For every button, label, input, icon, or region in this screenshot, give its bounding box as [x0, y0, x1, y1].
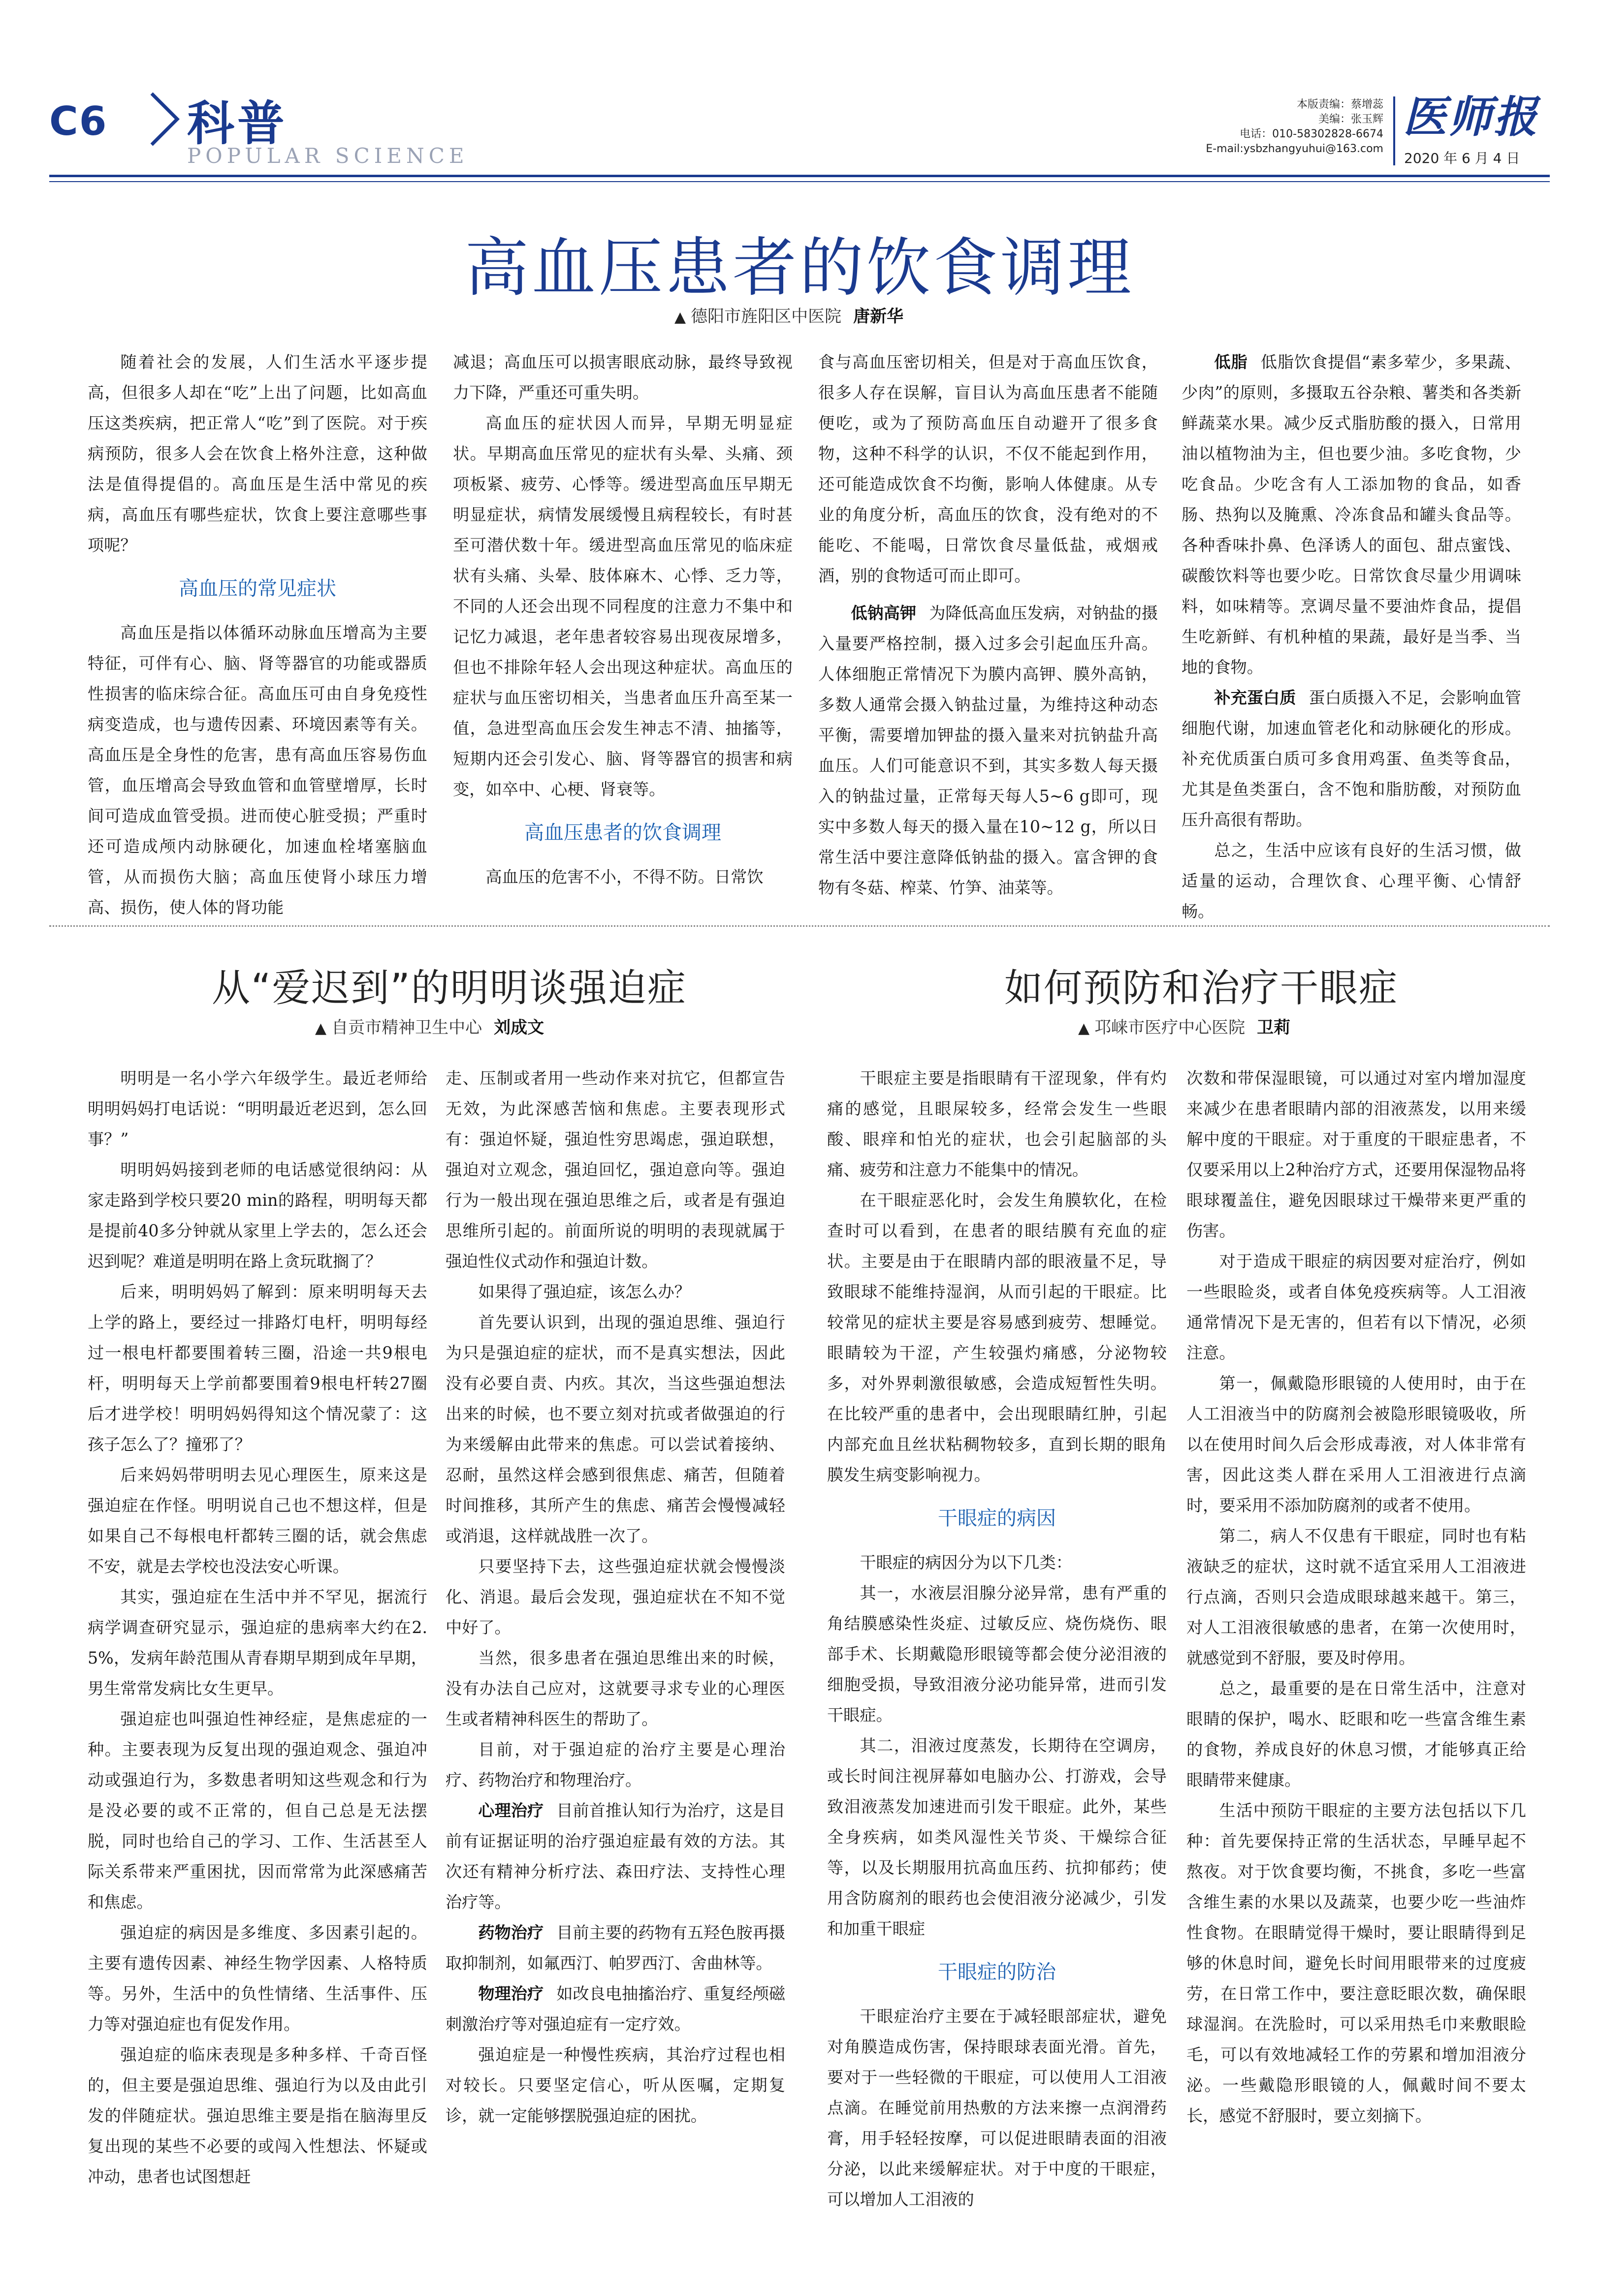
article3-column-2 [1186, 1063, 1526, 2131]
article1-column-4 [1182, 347, 1521, 927]
paragraph: 明明妈妈接到老师的电话感觉很纳闷：从家走路到学校只要20 min的路程，明明每天都是提前40多分钟就从家里上学去的，怎么还会迟到呢？难道是明明在路上贪玩耽搁了？ [88, 1160, 427, 1271]
paragraph: 干眼症治疗主要在于减轻眼部症状，避免对角膜造成伤害，保持眼球表面光滑。首先，要对于一些轻微的干眼症，可以使用人工泪液点滴。在睡觉前用热敷的方法来擦一点润滑药膏，用手轻轻按摩，可以促进眼睛表面的泪液分泌，以此来缓解症状。对于中度的干眼症，可以增加人工泪液的 [827, 2007, 1167, 2209]
paragraph: 干眼症主要是指眼睛有干涩现象，伴有灼痛的感觉，且眼屎较多，经常会发生一些眼酸、眼痒和怕光的症状，也会引起脑部的头痛、疲劳和注意力不能集中的情况。 [827, 1069, 1167, 1179]
paragraph: 目前，对于强迫症的治疗主要是心理治疗、药物治疗和物理治疗。 [446, 1740, 785, 1790]
paragraph: 强迫症的临床表现是多种多样、千奇百怪的，但主要是强迫思维、强迫行为以及由此引发的伴随症状。强迫思维主要是指在脑海里反复出现的某些不必要的或闯入性想法、怀疑或冲动，患者也试图想赶 [88, 2045, 427, 2186]
byline-org: 邛崃市医疗中心医院 [1094, 1018, 1246, 1038]
paragraph-text: 为降低高血压发病，对钠盐的摄入量要严格控制，摄入过多会引起血压升高。人体细胞正常情况下为膜内高钾、膜外高钠，多数人通常会摄入钠盐过量，为维持这种动态平衡，需要增加钾盐的摄入量来对抗钠盐升高血压。人们可能意识不到，其实多数人每天摄入的钠盐过量，正常每天每人5~6 g即可，现实中多数人每天的摄入量在10~12 g，所以日常生活中要注意降低钠盐的摄入。富含钾的食物有冬菇、榨菜、竹笋、油菜等。 [818, 603, 1158, 897]
paragraph: 强迫症的病因是多维度、多因素引起的。主要有遗传因素、神经生物学因素、人格特质等。另外，生活中的负性情绪、生活事件、压力等对强迫症也有促发作用。 [88, 1923, 427, 2034]
paragraph: 总之，生活中应该有良好的生活习惯，做适量的运动，合理饮食、心理平衡、心情舒畅。 [1182, 841, 1521, 921]
paragraph-text: 如改良电抽搐治疗、重复经颅磁刺激治疗等对强迫症有一定疗效。 [446, 1984, 786, 2034]
paragraph-text: 低脂饮食提倡“素多荤少，多果蔬、少肉”的原则，多摄取五谷杂粮、薯类和各类新鲜蔬菜水果。减少反式脂肪酸的摄入，日常用油以植物油为主，但也要少油。多吃食物，少吃食品。少吃含有人工添加物的食品，如香肠、热狗以及腌熏、冷冻食品和罐头食品等。各种香味扑鼻、色泽诱人的面包、甜点蜜饯、碳酸饮料等也要少吃。日常饮食尽量少用调味料，如味精等。烹调尽量不要油炸食品，提倡生吃新鲜、有机种植的果蔬，最好是当季、当地的食物。 [1182, 352, 1521, 677]
byline-org: 德阳市旌阳区中医院 [691, 307, 842, 326]
paper-logo: 医师报 [1403, 91, 1539, 142]
paragraph [1182, 683, 1521, 835]
paragraph: 其二，泪液过度蒸发，长期待在空调房，或长时间注视屏幕如电脑办公、打游戏，会导致泪液蒸发加速进而引发干眼症。此外，某些全身疾病，如类风湿性关节炎、干燥综合征等，以及长期服用抗高血压药、抗抑郁药；使用含防腐剂的眼药也会使泪液分泌减少，引发和加重干眼症 [827, 1736, 1167, 1938]
paragraph: 总之，最重要的是在日常生活中，注意对眼睛的保护，喝水、眨眼和吃一些富含维生素的食物，养成良好的休息习惯，才能够真正给眼睛带来健康。 [1186, 1679, 1526, 1790]
paragraph-text: 目前首推认知行为治疗，这是目前有证据证明的治疗强迫症最有效的方法。其次还有精神分析疗法、森田疗法、支持性心理治疗等。 [446, 1801, 786, 1912]
paragraph: 强迫症是一种慢性疾病，其治疗过程也相对较长。只要坚定信心，听从医嘱，定期复诊，就一定能够摆脱强迫症的困扰。 [446, 2045, 785, 2125]
keyword: 药物治疗 [478, 1923, 544, 1942]
paragraph [818, 598, 1158, 903]
paragraph-text: 目前主要的药物有五羟色胺再摄取抑制剂，如氟西汀、帕罗西汀、舍曲林等。 [446, 1923, 786, 1973]
paragraph [446, 1795, 785, 1918]
editorial-credits [1186, 97, 1383, 157]
paragraph: 明明是一名小学六年级学生。最近老师给明明妈妈打电话说：“明明最近老迟到，怎么回事？” [88, 1069, 427, 1149]
phone-credit: 电话：010-58302828-6674 [1240, 128, 1383, 140]
paragraph: 后来，明明妈妈了解到：原来明明每天去上学的路上，要经过一排路灯电杆，明明每经过一根电杆都要围着转三圈，沿途一共9根电杆，明明每天上学前都要围着9根电杆转27圈后才进学校！明明妈妈得知这个情况蒙了：这孩子怎么了？撞邪了？ [88, 1282, 427, 1454]
paragraph: 在干眼症恶化时，会发生角膜软化，在检查时可以看到，在患者的眼结膜有充血的症状。主要是由于在眼睛内部的眼液量不足，导致眼球不能维持湿润，从而引起的干眼症。比较常见的症状主要是容易感到疲劳、想睡觉。眼睛较为干涩，产生较强灼痛感，分泌物较多，对外界刺激很敏感，会造成短暂性失明。在比较严重的患者中，会出现眼睛红肿，引起内部充血且丝状粘稠物较多，直到长期的眼角膜发生病变影响视力。 [827, 1191, 1167, 1484]
article1-column-2 [453, 347, 793, 892]
header-rule-thin [49, 181, 1550, 182]
editor-credit: 本版责编：蔡增蕊 [1296, 98, 1383, 111]
issue-date: 2020 年 6 月 4 日 [1404, 150, 1520, 166]
article1-column-1 [88, 347, 427, 923]
section-english: POPULAR SCIENCE [187, 144, 469, 168]
article1-title: 高血压患者的饮食调理 [464, 230, 1134, 305]
paragraph: 首先要认识到，出现的强迫思维、强迫行为只是强迫症的症状，而不是真实想法，因此没有必要自责、内疚。其次，当这些强迫想法出来的时候，也不要立刻对抗或者做强迫的行为来缓解由此带来的焦虑。可以尝试着接纳、忍耐，虽然这样会感到很焦虑、痛苦，但随着时间推移，其所产生的焦虑、痛苦会慢慢减轻或消退，这样就战胜一次了。 [446, 1313, 785, 1545]
subheading: 干眼症的防治 [938, 1961, 1056, 1983]
paragraph [446, 1979, 785, 2040]
paragraph: 对于造成干眼症的病因要对症治疗，例如一些眼睑炎，或者自体免疫疾病等。人工泪液通常情况下是无害的，但若有以下情况，必须注意。 [1186, 1252, 1526, 1362]
byline-author: 刘成文 [494, 1018, 544, 1038]
paragraph: 如果得了强迫症，该怎么办？ [478, 1282, 691, 1301]
subheading: 高血压的常见症状 [179, 577, 336, 600]
paragraph: 高血压的症状因人而异，早期无明显症状。早期高血压常见的症状有头晕、头痛、颈项板紧、疲劳、心悸等。缓进型高血压早期无明显症状，病情发展缓慢且病程较长，有时甚至可潜伏数十年。缓进型高血压常见的临床症状有头痛、头晕、肢体麻木、心悸、乏力等，不同的人还会出现不同程度的注意力不集中和记忆力减退，老年患者较容易出现夜尿增多，但也不排除年轻人会出现这种症状。高血压的症状与血压密切相关，当患者血压升高至某一值，急进型高血压会发生神志不清、抽搐等，短期内还会引发心、脑、肾等器官的损害和病变，如卒中、心梗、肾衰等。 [453, 413, 793, 799]
byline-author: 唐新华 [853, 307, 904, 326]
article2-title: 从“爱迟到”的明明谈强迫症 [212, 966, 687, 1010]
header-rule [49, 175, 1550, 177]
triangle-icon: ▲ [1078, 1020, 1090, 1037]
keyword: 心理治疗 [478, 1801, 544, 1820]
keyword: 低钠高钾 [851, 603, 917, 623]
triangle-icon: ▲ [674, 309, 686, 326]
paragraph: 第二，病人不仅患有干眼症，同时也有粘液缺乏的症状，这时就不适宜采用人工泪液进行点滴，否则只会造成眼球越来越干。第三，对人工泪液很敏感的患者，在第一次使用时，就感觉到不舒服，要及时停用。 [1186, 1526, 1526, 1667]
article2-column-2 [446, 1063, 785, 2131]
paragraph: 其一，水液层泪腺分泌异常，患有严重的角结膜感染性炎症、过敏反应、烧伤烧伤、眼部手术、长期戴隐形眼镜等都会使分泌泪液的细胞受损，导致泪液分泌功能异常，进而引发干眼症。 [827, 1583, 1167, 1725]
paragraph [1182, 347, 1521, 683]
paragraph: 随着社会的发展，人们生活水平逐步提高，但很多人却在“吃”上出了问题，比如高血压这类疾病，把正常人“吃”到了医院。对于疾病预防，很多人会在饮食上格外注意，这种做法是值得提倡的。高血压是生活中常见的疾病，高血压有哪些症状，饮食上要注意哪些事项呢？ [88, 352, 427, 555]
keyword: 补充蛋白质 [1214, 688, 1296, 707]
subheading: 高血压患者的饮食调理 [524, 821, 721, 844]
keyword: 物理治疗 [478, 1984, 544, 2003]
paragraph: 只要坚持下去，这些强迫症状就会慢慢淡化、消退。最后会发现，强迫症状在不知不觉中好了。 [446, 1557, 785, 1637]
keyword: 低脂 [1214, 352, 1248, 372]
paragraph: 食与高血压密切相关，但是对于高血压饮食，很多人存在误解，盲目认为高血压患者不能随便吃，或为了预防高血压自动避开了很多食物，这种不科学的认识，不仅不能起到作用，还可能造成饮食不均衡，影响人体健康。从专业的角度分析，高血压的饮食，没有绝对的不能吃、不能喝，日常饮食尽量低盐，戒烟戒酒，别的食物适可而止即可。 [818, 352, 1158, 585]
paragraph: 强迫症也叫强迫性神经症，是焦虑症的一种。主要表现为反复出现的强迫观念、强迫冲动或强迫行为，多数患者明知这些观念和行为是没必要的或不正常的，但自己总是无法摆脱，同时也给自己的学习、工作、生活甚至人际关系带来严重困扰，因而常常为此深感痛苦和焦虑。 [88, 1709, 427, 1912]
section-name: 科普 [187, 96, 288, 151]
article2-byline [315, 1014, 544, 1038]
article3-title: 如何预防和治疗干眼症 [1004, 966, 1399, 1010]
chevron-right-icon [148, 90, 182, 149]
designer-credit: 美编：张玉辉 [1318, 113, 1383, 126]
paragraph: 生活中预防干眼症的主要方法包括以下几种：首先要保持正常的生活状态，早睡早起不熬夜。对于饮食要均衡，不挑食，多吃一些富含维生素的水果以及蔬菜，也要少吃一些油炸性食物。在眼睛觉得干燥时，要让眼睛得到足够的休息时间，避免长时间用眼带来的过度疲劳，在日常工作中，要注意眨眼次数，确保眼球湿润。在洗脸时，可以采用热毛巾来敷眼睑毛，可以有效地减轻工作的劳累和增加泪液分泌。一些戴隐形眼镜的人，佩戴时间不要太长，感觉不舒服时，要立刻摘下。 [1186, 1801, 1526, 2125]
article1-byline [674, 303, 903, 327]
paragraph: 其实，强迫症在生活中并不罕见，据流行病学调查研究显示，强迫症的患病率大约在2.5%，发病年龄范围从青春期早期到成年早期，男生常常发病比女生更早。 [88, 1587, 427, 1698]
paragraph: 走、压制或者用一些动作来对抗它，但都宣告无效，为此深感苦恼和焦虑。主要表现形式有：强迫怀疑，强迫性穷思竭虑，强迫联想，强迫对立观念，强迫回忆，强迫意向等。强迫行为一般出现在强迫思维之后，或者是有强迫思维所引起的。前面所说的明明的表现就属于强迫性仪式动作和强迫计数。 [446, 1069, 785, 1271]
section-divider [49, 925, 1550, 927]
article3-byline [1078, 1014, 1290, 1038]
article2-column-1 [88, 1063, 427, 2192]
article3-column-1 [827, 1063, 1167, 2215]
paragraph: 干眼症的病因分为以下几类： [860, 1553, 1072, 1572]
paragraph: 第一，佩戴隐形眼镜的人使用时，由于在人工泪液当中的防腐剂会被隐形眼镜吸收，所以在使用时间久后会形成毒液，对人体非常有害，因此这类人群在采用人工泪液进行点滴时，要采用不添加防腐剂的或者不使用。 [1186, 1374, 1526, 1515]
paragraph: 次数和带保湿眼镜，可以通过对室内增加湿度来减少在患者眼睛内部的泪液蒸发，以用来缓解中度的干眼症。对于重度的干眼症患者，不仅要采用以上2种治疗方式，还要用保湿物品将眼球覆盖住，避免因眼球过干燥带来更严重的伤害。 [1186, 1069, 1526, 1240]
paragraph: 后来妈妈带明明去见心理医生，原来这是强迫症在作怪。明明说自己也不想这样，但是如果自己不每根电杆都转三圈的话，就会焦虑不安，就是去学校也没法安心听课。 [88, 1465, 427, 1576]
byline-author: 卫莉 [1257, 1018, 1291, 1038]
paragraph: 减退；高血压可以损害眼底动脉，最终导致视力下降，严重还可重失明。 [453, 352, 793, 402]
paragraph [446, 1918, 785, 1979]
byline-org: 自贡市精神卫生中心 [331, 1018, 482, 1038]
email-credit: E-mail:ysbzhangyuhui@163.com [1206, 143, 1383, 155]
paragraph: 高血压是指以体循环动脉血压增高为主要特征，可伴有心、脑、肾等器官的功能或器质性损害的临床综合征。高血压可由自身免疫性病变造成，也与遗传因素、环境因素等有关。高血压是全身性的危害，患有高血压容易伤血管，血压增高会导致血管和血管壁增厚，长时间可造成血管受损。进而使心脏受损；严重时还可造成颅内动脉硬化，加速血栓堵塞脑血管，从而损伤大脑；高血压使肾小球压力增高、损伤，使人体的肾功能 [88, 623, 427, 917]
article1-column-3 [818, 347, 1158, 903]
paragraph: 高血压的危害不小，不得不防。日常饮 [485, 867, 764, 886]
subheading: 干眼症的病因 [938, 1507, 1056, 1530]
page-number: C6 [49, 98, 108, 144]
paragraph-text: 蛋白质摄入不足，会影响血管细胞代谢，加速血管老化和动脉硬化的形成。补充优质蛋白质可多食用鸡蛋、鱼类等食品，尤其是鱼类蛋白，含不饱和脂肪酸，对预防血压升高很有帮助。 [1182, 688, 1522, 829]
paragraph: 当然，很多患者在强迫思维出来的时候，没有办法自己应对，这就要寻求专业的心理医生或者精神科医生的帮助了。 [446, 1648, 785, 1729]
triangle-icon: ▲ [315, 1020, 327, 1037]
masthead-divider [1393, 96, 1395, 165]
